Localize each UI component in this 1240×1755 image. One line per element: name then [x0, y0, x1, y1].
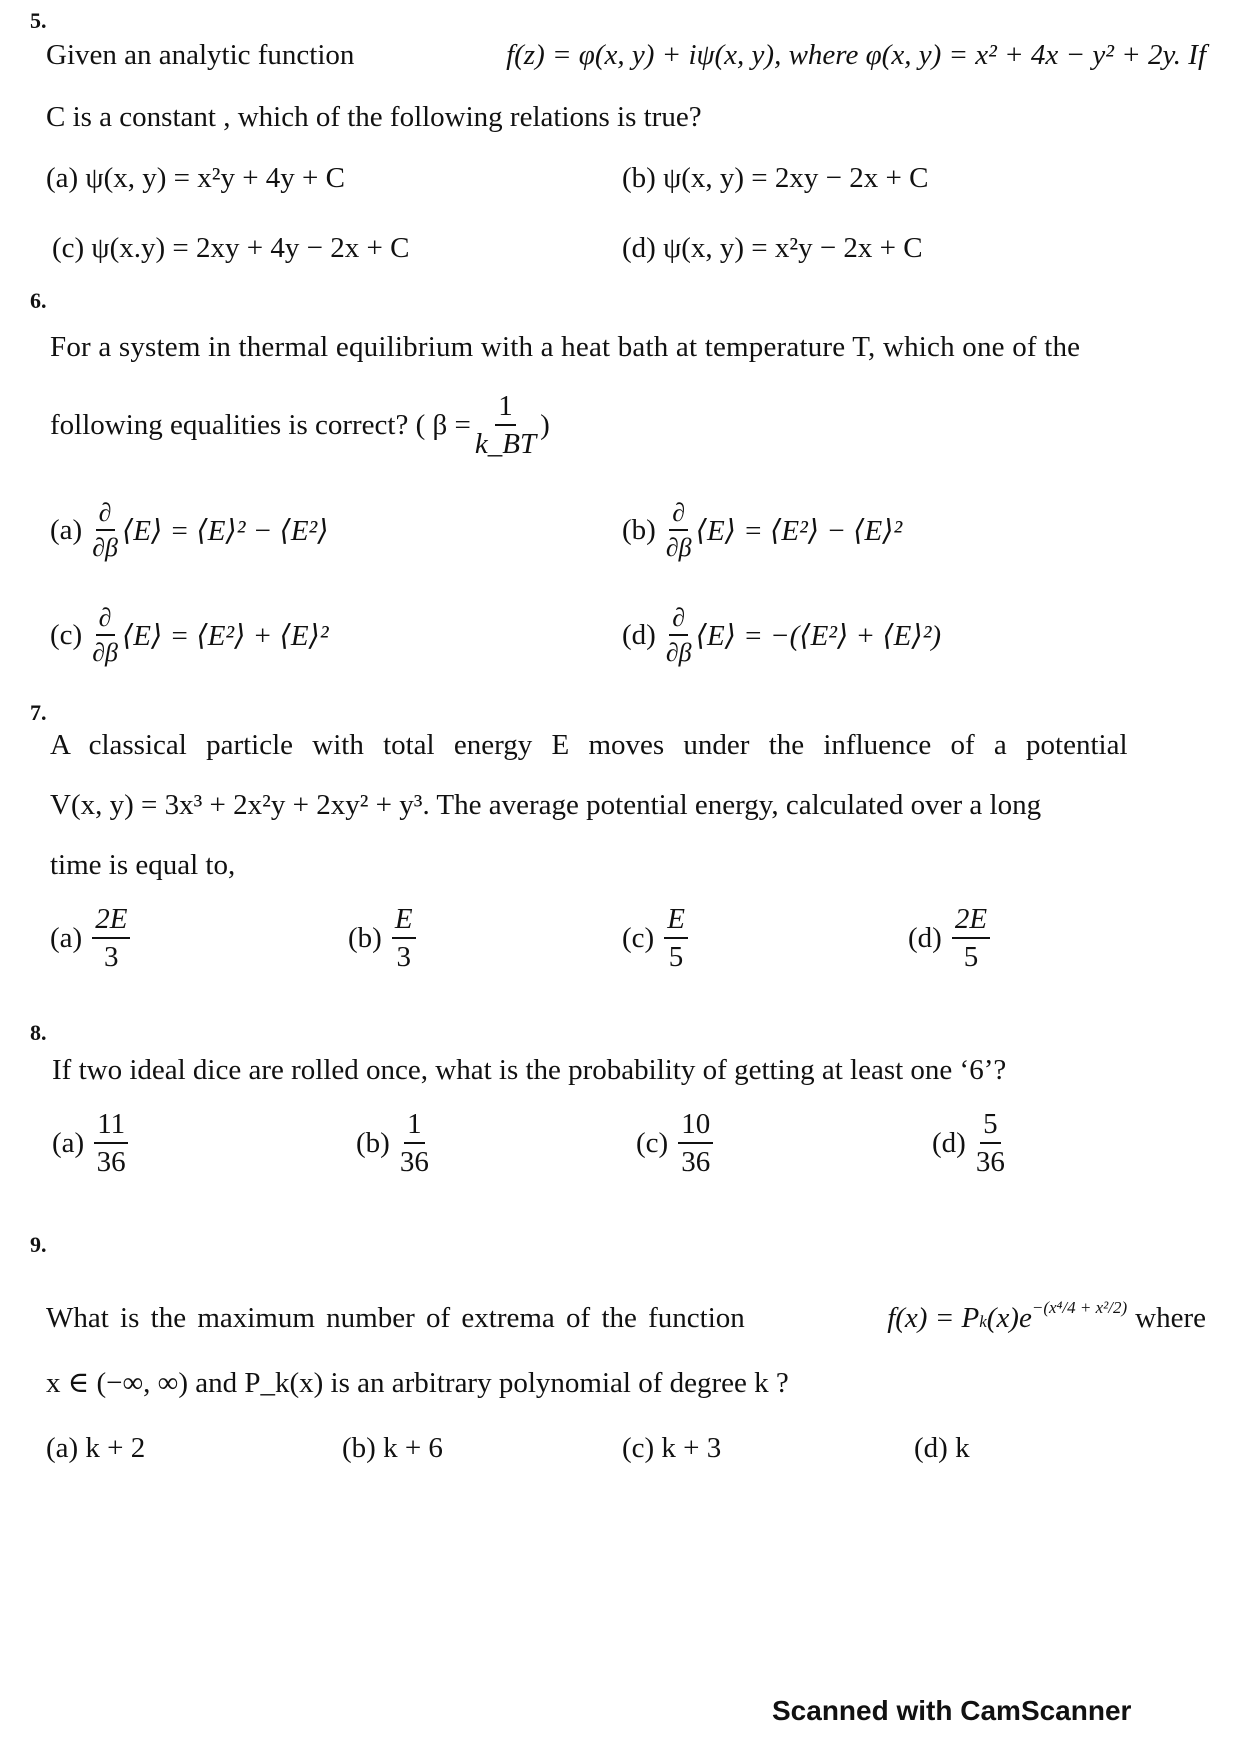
q7-a-num: 2E	[92, 905, 130, 939]
q8-option-d	[932, 1110, 1009, 1177]
q7-line2: V(x, y) = 3x³ + 2x²y + 2xy² + y³. The average potential energy, calculated over a long	[50, 789, 1042, 821]
q8-option-d-label: (d)	[932, 1127, 966, 1159]
q9-line1	[46, 1298, 1206, 1335]
q9-where: where	[1135, 1302, 1206, 1334]
q5-line1-left: Given an analytic function	[46, 39, 355, 71]
question-number-8: 8.	[30, 1020, 47, 1045]
q6-option-a	[50, 500, 329, 561]
q9-function-sub: k	[979, 1312, 987, 1331]
q7-b-num: E	[392, 905, 416, 939]
q8-c-num: 10	[678, 1110, 713, 1144]
q6-option-b	[622, 500, 902, 561]
q8-option-a-label: (a)	[52, 1127, 85, 1159]
q6-option-c-label: (c)	[50, 619, 83, 651]
q6-option-a-rhs: ⟨E⟩ = ⟨E⟩² − ⟨E²⟩	[121, 515, 329, 547]
q5-option-c: (c) ψ(x.y) = 2xy + 4y − 2x + C	[52, 232, 410, 264]
q9-option-c: (c) k + 3	[622, 1432, 722, 1464]
q6-option-c-derivative	[92, 605, 118, 666]
question-number-9: 9.	[30, 1232, 47, 1257]
q7-b-den: 3	[396, 941, 411, 973]
q9-function: f(x) = P	[887, 1302, 980, 1334]
q6-option-b-derivative	[666, 500, 692, 561]
q6-option-d	[622, 605, 941, 666]
q9-option-b: (b) k + 6	[342, 1432, 443, 1464]
q9-option-d: (d) k	[914, 1432, 970, 1464]
q5-line1	[46, 40, 1206, 72]
q7-option-b-label: (b)	[348, 922, 382, 954]
scanner-watermark: Scanned with CamScanner	[772, 1695, 1132, 1726]
q6-a-deriv-den: ∂β	[92, 533, 118, 562]
q5-line2: C is a constant , which of the following relations is true?	[46, 101, 702, 133]
q6-d-deriv-num: ∂	[669, 605, 688, 636]
q7-option-d-fraction	[952, 905, 990, 972]
q8-option-a	[52, 1110, 132, 1177]
q8-option-c-fraction	[678, 1110, 713, 1177]
q7-option-d	[908, 905, 994, 972]
q8-line1: If two ideal dice are rolled once, what is the probability of getting at least one ‘6’?	[52, 1054, 1007, 1086]
q7-option-a	[50, 905, 134, 972]
q6-c-deriv-den: ∂β	[92, 638, 118, 667]
q7-line3: time is equal to,	[50, 849, 236, 881]
beta-denominator: k_BT	[474, 428, 537, 460]
q8-option-c-label: (c)	[636, 1127, 669, 1159]
q7-c-den: 5	[668, 941, 684, 973]
q7-option-c	[622, 905, 692, 972]
q6-c-deriv-num: ∂	[96, 605, 115, 636]
q7-option-c-fraction	[664, 905, 688, 972]
q5-option-d: (d) ψ(x, y) = x²y − 2x + C	[622, 232, 923, 264]
q7-option-c-label: (c)	[622, 922, 655, 954]
q9-line2: x ∈ (−∞, ∞) and P_k(x) is an arbitrary polynomial of degree k ?	[46, 1367, 789, 1399]
q6-d-deriv-den: ∂β	[665, 638, 692, 667]
q6-option-d-derivative	[666, 605, 692, 666]
q6-option-a-derivative	[92, 500, 118, 561]
q9-line1-left: What is the maximum number of extrema of the function	[46, 1302, 745, 1334]
q6-b-deriv-num: ∂	[669, 500, 688, 531]
q6-a-deriv-num: ∂	[96, 500, 115, 531]
q6-b-deriv-den: ∂β	[665, 533, 692, 562]
q6-option-c-rhs: ⟨E⟩ = ⟨E²⟩ + ⟨E⟩²	[121, 620, 329, 652]
q6-option-c	[50, 605, 329, 666]
q8-option-b-label: (b)	[356, 1127, 390, 1159]
beta-fraction	[475, 392, 536, 459]
question-number-6: 6.	[30, 288, 47, 313]
q5-option-a: (a) ψ(x, y) = x²y + 4y + C	[46, 162, 346, 194]
q9-option-a: (a) k + 2	[46, 1432, 146, 1464]
q6-line2	[50, 392, 550, 459]
q7-option-d-label: (d)	[908, 922, 942, 954]
q7-a-den: 3	[104, 941, 119, 973]
q7-d-den: 5	[963, 941, 979, 973]
q6-option-b-label: (b)	[622, 514, 656, 546]
q8-option-c	[636, 1110, 717, 1177]
beta-numerator: 1	[495, 392, 516, 426]
question-number-7: 7.	[30, 700, 47, 725]
q5-line1-formula: f(z) = φ(x, y) + iψ(x, y), where φ(x, y) = x² + 4x − y² + 2y. If	[506, 39, 1206, 71]
q8-option-b	[356, 1110, 433, 1177]
question-number-5: 5.	[30, 8, 47, 33]
q6-line2-text: following equalities is correct? ( β =	[50, 408, 471, 441]
q7-c-num: E	[664, 905, 688, 939]
q9-exponent: −(x⁴/4 + x²/2)	[1031, 1298, 1128, 1317]
q7-d-num: 2E	[952, 905, 990, 939]
q7-option-b	[348, 905, 420, 972]
q9-function-tail: (x)e	[986, 1302, 1032, 1334]
q8-a-den: 36	[96, 1146, 126, 1178]
q8-c-den: 36	[681, 1146, 711, 1178]
q6-option-d-rhs: ⟨E⟩ = −(⟨E²⟩ + ⟨E⟩²)	[695, 620, 942, 652]
q7-line1: A classical particle with total energy E moves under the influence of a potential	[50, 729, 1128, 761]
q8-option-a-fraction	[94, 1110, 128, 1177]
q8-b-num: 1	[404, 1110, 425, 1144]
q6-option-d-label: (d)	[622, 619, 656, 651]
q8-option-d-fraction	[976, 1110, 1005, 1177]
q7-option-a-fraction	[92, 905, 130, 972]
q6-line2-close: )	[540, 408, 550, 441]
q7-option-a-label: (a)	[50, 922, 83, 954]
q6-option-a-label: (a)	[50, 514, 83, 546]
q8-d-den: 36	[975, 1146, 1005, 1178]
q6-line1: For a system in thermal equilibrium with a heat bath at temperature T, which one of the	[50, 331, 1081, 363]
q5-option-b: (b) ψ(x, y) = 2xy − 2x + C	[622, 162, 929, 194]
q8-d-num: 5	[980, 1110, 1001, 1144]
q8-b-den: 36	[399, 1146, 429, 1178]
q8-option-b-fraction	[400, 1110, 429, 1177]
q7-option-b-fraction	[392, 905, 416, 972]
q8-a-num: 11	[94, 1110, 128, 1144]
q6-option-b-rhs: ⟨E⟩ = ⟨E²⟩ − ⟨E⟩²	[695, 515, 903, 547]
